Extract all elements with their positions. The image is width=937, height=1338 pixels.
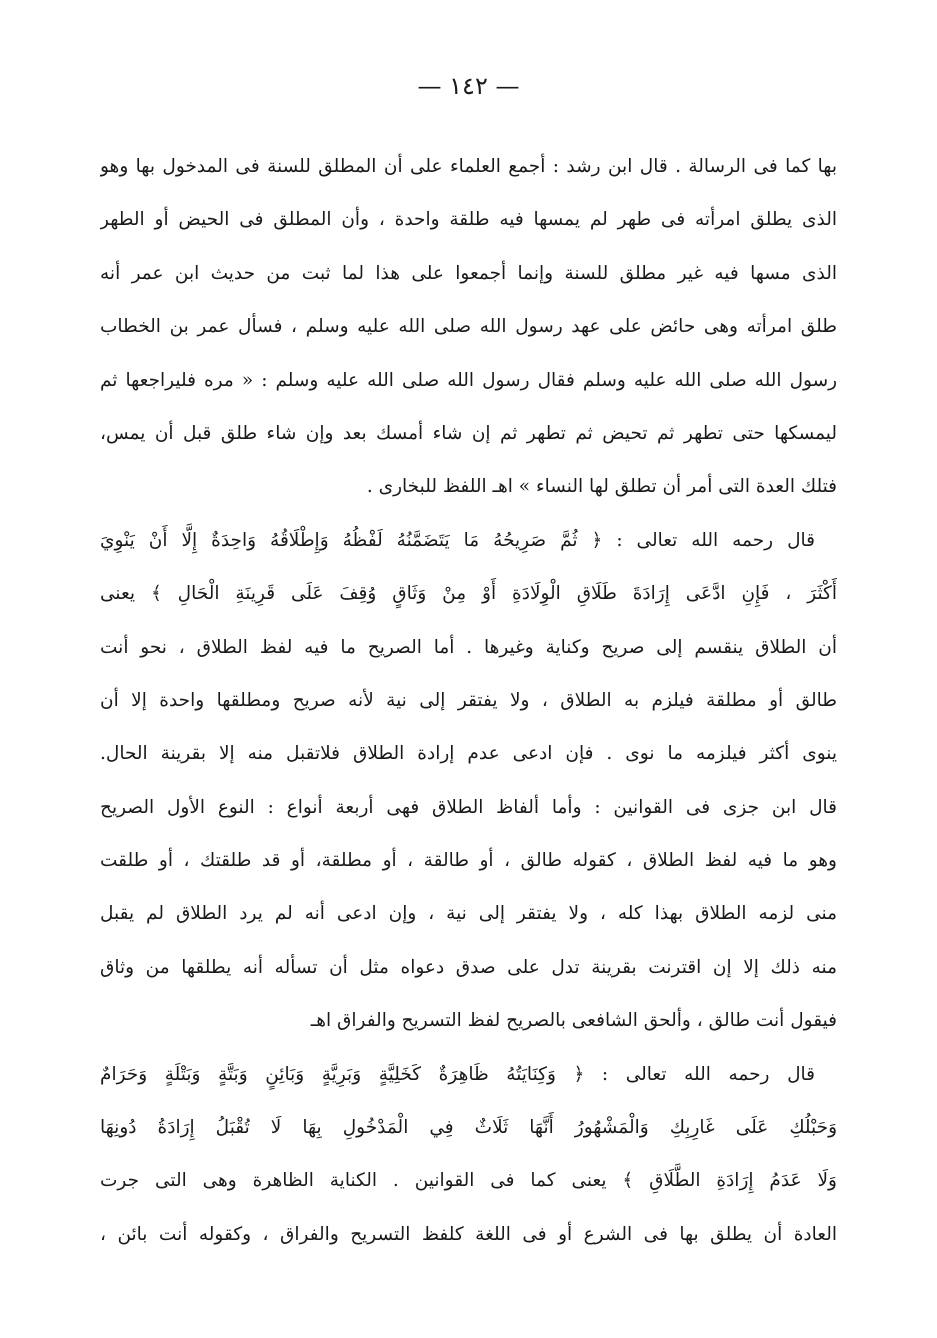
text-line: قال ابن جزى فى القوانين : وأما ألفاظ الطلاق فهى أربعة أنواع : النوع الأول الصريح (100, 796, 837, 818)
text-line: طلق امرأته وهى حائض على عهد رسول الله صلى الله عليه وسلم ، فسأل عمر بن الخطاب (100, 316, 837, 338)
text-line: العادة أن يطلق بها فى الشرع أو فى اللغة كلفظ التسريح والفراق ، وكقوله أنت بائن ، (100, 1223, 837, 1245)
body-text (100, 140, 837, 1261)
text-line: طالق أو مطلقة فيلزم به الطلاق ، ولا يفتقر إلى نية لأنه صريح ومطلقها واحدة إلا أن (100, 689, 837, 711)
text-line: بها كما فى الرسالة . قال ابن رشد : أجمع العلماء على أن المطلق للسنة فى المدخول بها وهو (100, 156, 837, 177)
text-line: قال رحمه الله تعالى : ﴿ وَكِنَايَتُهُ ظَاهِرَةٌ كَخَلِيَّةٍ وَبَرِيَّةٍ وَبَائِنٍ وَبَتَّةٍ وَبَتْلَةٍ وَحَرَامٌ (100, 1063, 815, 1085)
text-line: منه ذلك إلا إن اقترنت بقرينة تدل على صدق دعواه مثل أن تسأله أنه يطلقها من وثاق (100, 956, 837, 978)
text-line: قال رحمه الله تعالى : ﴿ ثُمَّ صَرِيحُهُ مَا يَتَضَمَّنُهُ لَفْظُهُ وَإِطْلَاقُهُ وَاحِدَةٌ إِلَّا أَنْ يَنْوِيَ (100, 529, 815, 551)
text-line: الذى مسها فيه غير مطلق للسنة وإنما أجمعوا على هذا لما ثبت من حديث ابن عمر أنه (100, 262, 837, 284)
text-line: أن الطلاق ينقسم إلى صريح وكناية وغيرها . أما الصريح ما فيه لفظ الطلاق ، نحو أنت (100, 636, 837, 658)
text-line: فتلك العدة التى أمر أن تطلق لها النساء » اهـ اللفظ للبخارى . (366, 476, 837, 498)
text-line: وَحَبْلُكِ عَلَى غَارِبِكِ وَالْمَشْهُورُ أَنَّهَا ثَلَاثٌ فِي الْمَدْخُولِ بِهَا لَا تُقْبَلُ إِرَادَةُ دُونِهَا (100, 1117, 837, 1139)
text-line: الذى يطلق امرأته فى طهر لم يمسها فيه طلقة واحدة ، وأن المطلق فى الحيض أو الطهر (100, 209, 837, 231)
text-line: رسول الله صلى الله عليه وسلم فقال رسول الله صلى الله عليه وسلم : « مره فليراجعها ثم (100, 369, 837, 391)
text-line: ليمسكها حتى تطهر ثم تحيض ثم تطهر ثم إن شاء أمسك بعد وإن شاء طلق قبل أن يمس، (100, 422, 837, 444)
text-line: فيقول أنت طالق ، وألحق الشافعى بالصريح لفظ التسريح والفراق اهـ (310, 1010, 837, 1032)
page-number: — ١٤٢ — (417, 72, 520, 100)
text-line: أَكْثَرَ ، فَإِنِ ادَّعَى إِرَادَةَ طَلَاقِ الْوِلَادَةِ أَوْ مِنْ وَثَاقٍ وُقِفَ عَلَى قَرِينَةِ الْحَالِ ﴾ يعنى (100, 583, 837, 605)
text-line: وَلَا عَدَمُ إِرَادَةِ الطَّلَاقِ ﴾ يعنى كما فى القوانين . الكناية الظاهرة وهى التى جرت (100, 1170, 837, 1192)
text-line: منى لزمه الطلاق بهذا كله ، ولا يفتقر إلى نية ، وإن ادعى أنه لم يرد الطلاق لم يقبل (100, 903, 837, 925)
text-line: وهو ما فيه لفظ الطلاق ، كقوله طالق ، أو طالقة ، أو مطلقة، أو قد طلقتك ، أو طلقت (100, 850, 837, 872)
text-line: ينوى أكثر فيلزمه ما نوى . فإن ادعى عدم إرادة الطلاق فلاتقبل منه إلا بقرينة الحال. (100, 743, 837, 765)
